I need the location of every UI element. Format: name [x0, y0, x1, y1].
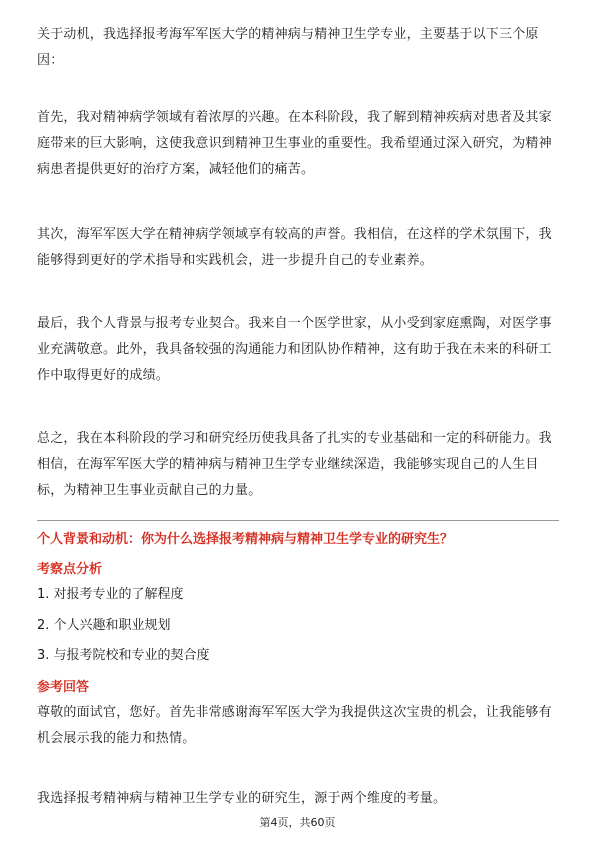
- answer-heading: 参考回答: [37, 680, 90, 695]
- analysis-item: 1. 对报考专业的了解程度: [37, 587, 184, 602]
- paragraph-motivation-intro: 关于动机，我选择报考海军军医大学的精神病与精神卫生学专业，主要基于以下三个原因：: [37, 27, 539, 68]
- analysis-item: 2. 个人兴趣和职业规划: [37, 618, 171, 633]
- paragraph-reason-first: 首先，我对精神病学领域有着浓厚的兴趣。在本科阶段，我了解到精神疾病对患者及其家庭带来的巨大影响，这使我意识到精神卫生事业的重要性。我希望通过深入研究，为精神病患者提供更好的治疗方案，减轻他们的痛苦。: [37, 110, 552, 177]
- paragraph-reason-second: 其次，海军军医大学在精神病学领域享有较高的声誉。我相信，在这样的学术氛围下，我能够得到更好的学术指导和实践机会，进一步提升自己的专业素养。: [37, 227, 552, 268]
- answer-paragraph-reasons: 我选择报考精神病与精神卫生学专业的研究生，源于两个维度的考量。: [37, 791, 447, 806]
- paragraph-summary: 总之，我在本科阶段的学习和研究经历使我具备了扎实的专业基础和一定的科研能力。我相信，在海军军医大学的精神病与精神卫生学专业继续深造，我能够实现自己的人生目标，为精神卫生事业贡献自己的力量。: [37, 431, 552, 498]
- section-divider: [37, 520, 559, 521]
- answer-paragraph-greeting: 尊敬的面试官，您好。首先非常感谢海军军医大学为我提供这次宝贵的机会，让我能够有机会展示我的能力和热情。: [37, 705, 552, 746]
- paragraph-reason-third: 最后，我个人背景与报考专业契合。我来自一个医学世家，从小受到家庭熏陶，对医学事业充满敬意。此外，我具备较强的沟通能力和团队协作精神，这有助于我在未来的科研工作中取得更好的成绩。: [37, 316, 552, 383]
- analysis-heading: 考察点分析: [37, 562, 103, 577]
- question-title: 个人背景和动机：你为什么选择报考精神病与精神卫生学专业的研究生？: [37, 532, 454, 547]
- page-number: 第4页，共60页: [259, 816, 336, 829]
- analysis-item: 3. 与报考院校和专业的契合度: [37, 648, 210, 663]
